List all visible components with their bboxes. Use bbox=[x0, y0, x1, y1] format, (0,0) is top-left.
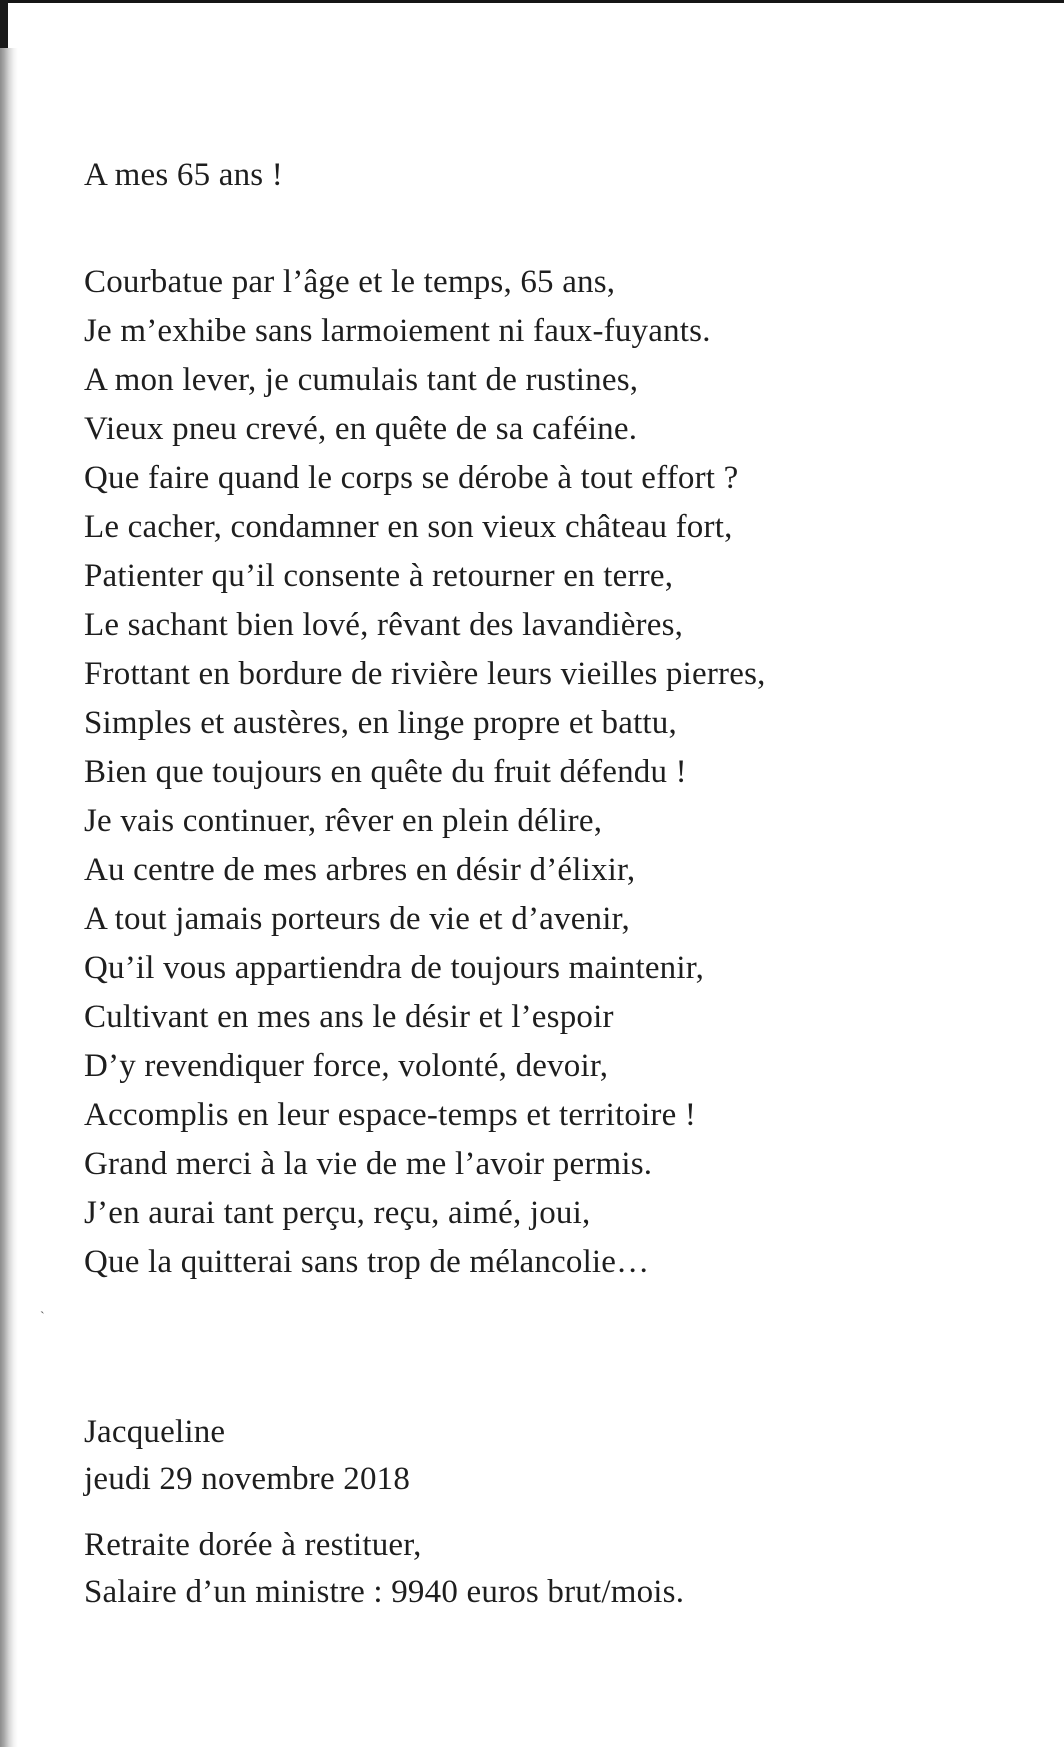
scan-speck: ˋ bbox=[40, 1310, 45, 1325]
poem-line: Accomplis en leur espace-temps et territoire ! bbox=[84, 1097, 697, 1133]
author-name: Jacqueline bbox=[84, 1414, 226, 1450]
postscript-line: Salaire d’un ministre : 9940 euros brut/mois. bbox=[84, 1574, 685, 1610]
poem-line: Le sachant bien lové, rêvant des lavandières, bbox=[84, 607, 684, 643]
poem-line: Frottant en bordure de rivière leurs vieilles pierres, bbox=[84, 656, 766, 692]
scan-left-shadow bbox=[0, 48, 18, 1747]
poem-line: Au centre de mes arbres en désir d’élixir, bbox=[84, 852, 636, 888]
scan-top-border bbox=[0, 0, 1064, 3]
poem-line: Vieux pneu crevé, en quête de sa caféine. bbox=[84, 411, 638, 447]
poem-line: Cultivant en mes ans le désir et l’espoir bbox=[84, 999, 614, 1035]
poem-line: Grand merci à la vie de me l’avoir permis. bbox=[84, 1146, 653, 1182]
poem-line: Le cacher, condamner en son vieux château fort, bbox=[84, 509, 733, 545]
poem-line: Que faire quand le corps se dérobe à tout effort ? bbox=[84, 460, 739, 496]
poem-line: Simples et austères, en linge propre et battu, bbox=[84, 705, 677, 741]
scan-left-edge-bar bbox=[0, 0, 8, 48]
poem-line: A mon lever, je cumulais tant de rustines, bbox=[84, 362, 639, 398]
postscript-line: Retraite dorée à restituer, bbox=[84, 1527, 422, 1563]
poem-line: A tout jamais porteurs de vie et d’avenir, bbox=[84, 901, 630, 937]
poem-line: Je m’exhibe sans larmoiement ni faux-fuyants. bbox=[84, 313, 711, 349]
poem-title: A mes 65 ans ! bbox=[84, 157, 283, 193]
poem-line: Je vais continuer, rêver en plein délire, bbox=[84, 803, 603, 839]
poem-line: Courbatue par l’âge et le temps, 65 ans, bbox=[84, 264, 616, 300]
poem-line: Patienter qu’il consente à retourner en terre, bbox=[84, 558, 674, 594]
poem-line: Qu’il vous appartiendra de toujours maintenir, bbox=[84, 950, 705, 986]
poem-line: Bien que toujours en quête du fruit défendu ! bbox=[84, 754, 687, 790]
signature-date: jeudi 29 novembre 2018 bbox=[84, 1461, 411, 1497]
poem-line: J’en aurai tant perçu, reçu, aimé, joui, bbox=[84, 1195, 591, 1231]
poem-line: Que la quitterai sans trop de mélancolie… bbox=[84, 1244, 650, 1280]
poem-line: D’y revendiquer force, volonté, devoir, bbox=[84, 1048, 609, 1084]
